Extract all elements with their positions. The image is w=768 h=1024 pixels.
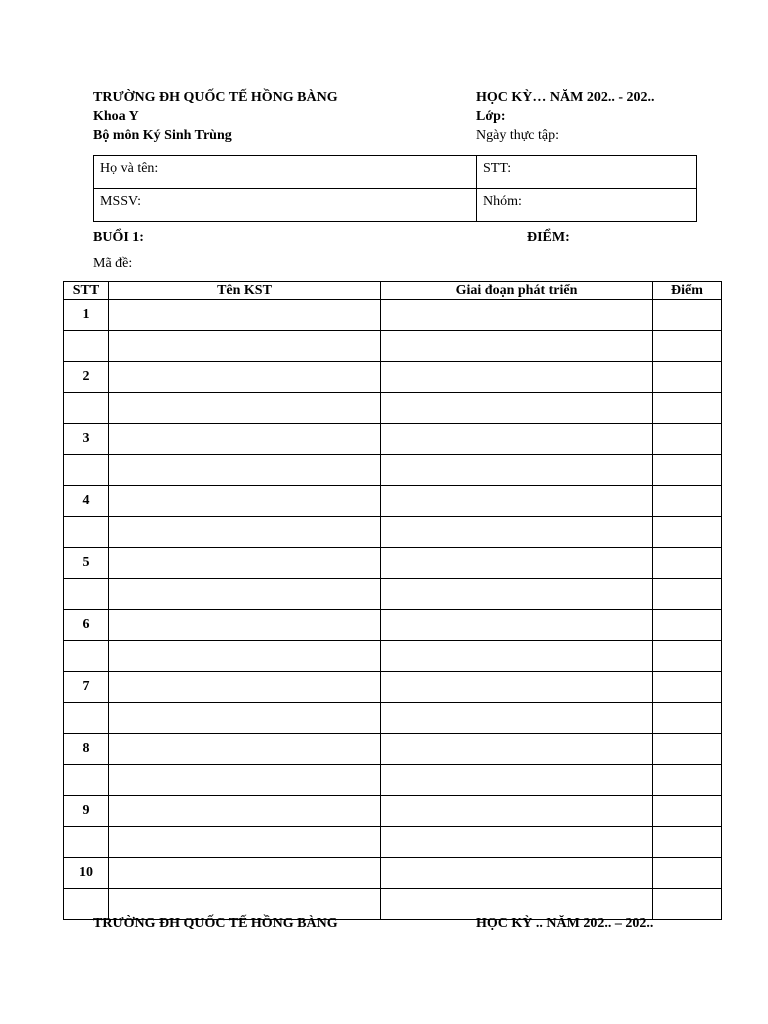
semester-label: HỌC KỲ… NĂM 202.. - 202.. (476, 90, 655, 105)
table-row (64, 796, 722, 827)
column-header-parasite-name: Tên KST (109, 282, 381, 300)
development-stage-cell[interactable] (381, 734, 653, 765)
stt-cell (64, 889, 109, 920)
score-cell[interactable] (653, 827, 722, 858)
parasite-name-cell[interactable] (109, 579, 381, 610)
parasite-name-cell[interactable] (109, 641, 381, 672)
table-row (64, 641, 722, 672)
grading-table (63, 281, 722, 920)
development-stage-cell[interactable] (381, 796, 653, 827)
stt-cell: 1 (64, 300, 109, 331)
header-left (93, 88, 338, 145)
score-cell[interactable] (653, 796, 722, 827)
column-header-development-stage: Giai đoạn phát triển (381, 282, 653, 300)
development-stage-cell[interactable] (381, 393, 653, 424)
parasite-name-cell[interactable] (109, 424, 381, 455)
score-cell[interactable] (653, 300, 722, 331)
development-stage-cell[interactable] (381, 300, 653, 331)
column-header-score: Điểm (653, 282, 722, 300)
parasite-name-cell[interactable] (109, 796, 381, 827)
stt-cell: 10 (64, 858, 109, 889)
table-row (64, 889, 722, 920)
column-header-stt: STT (64, 282, 109, 300)
parasite-name-cell[interactable] (109, 765, 381, 796)
student-info-table (93, 155, 697, 222)
development-stage-cell[interactable] (381, 424, 653, 455)
stt-cell: 7 (64, 672, 109, 703)
development-stage-cell[interactable] (381, 827, 653, 858)
score-cell[interactable] (653, 703, 722, 734)
table-row (64, 331, 722, 362)
parasite-name-cell[interactable] (109, 331, 381, 362)
table-row (64, 548, 722, 579)
development-stage-cell[interactable] (381, 548, 653, 579)
table-row (64, 703, 722, 734)
table-row (64, 765, 722, 796)
class-label: Lớp: (476, 109, 506, 124)
development-stage-cell[interactable] (381, 610, 653, 641)
table-row (64, 517, 722, 548)
table-row (64, 734, 722, 765)
development-stage-cell[interactable] (381, 486, 653, 517)
parasite-name-cell[interactable] (109, 517, 381, 548)
stt-cell (64, 579, 109, 610)
table-row (64, 858, 722, 889)
score-cell[interactable] (653, 486, 722, 517)
parasite-name-cell[interactable] (109, 734, 381, 765)
development-stage-cell[interactable] (381, 579, 653, 610)
stt-field[interactable]: STT: (477, 156, 697, 189)
table-row (64, 827, 722, 858)
development-stage-cell[interactable] (381, 703, 653, 734)
parasite-name-cell[interactable] (109, 703, 381, 734)
table-row (64, 393, 722, 424)
table-row (64, 486, 722, 517)
parasite-name-cell[interactable] (109, 889, 381, 920)
parasite-name-cell[interactable] (109, 486, 381, 517)
parasite-name-cell[interactable] (109, 455, 381, 486)
stt-cell: 8 (64, 734, 109, 765)
table-row (64, 362, 722, 393)
stt-cell: 2 (64, 362, 109, 393)
score-cell[interactable] (653, 610, 722, 641)
score-cell[interactable] (653, 331, 722, 362)
development-stage-cell[interactable] (381, 362, 653, 393)
score-cell[interactable] (653, 858, 722, 889)
score-cell[interactable] (653, 672, 722, 703)
name-field[interactable]: Họ và tên: (94, 156, 477, 189)
development-stage-cell[interactable] (381, 641, 653, 672)
score-cell[interactable] (653, 517, 722, 548)
score-cell[interactable] (653, 548, 722, 579)
stt-cell: 4 (64, 486, 109, 517)
development-stage-cell[interactable] (381, 455, 653, 486)
parasite-name-cell[interactable] (109, 672, 381, 703)
footer-semester-label: HỌC KỲ .. NĂM 202.. – 202.. (476, 916, 654, 931)
stt-cell (64, 703, 109, 734)
header-right (476, 88, 655, 145)
exam-code-label: Mã đề: (93, 256, 133, 271)
score-cell[interactable] (653, 734, 722, 765)
development-stage-cell[interactable] (381, 331, 653, 362)
stt-cell (64, 765, 109, 796)
table-row (64, 610, 722, 641)
table-row (64, 300, 722, 331)
table-row (64, 579, 722, 610)
score-cell[interactable] (653, 393, 722, 424)
department-name: Bộ môn Ký Sinh Trùng (93, 128, 232, 143)
parasite-name-cell[interactable] (109, 362, 381, 393)
development-stage-cell[interactable] (381, 765, 653, 796)
table-row (64, 455, 722, 486)
parasite-name-cell[interactable] (109, 858, 381, 889)
footer-school-name: TRƯỜNG ĐH QUỐC TẾ HỒNG BÀNG (93, 916, 338, 931)
development-stage-cell[interactable] (381, 672, 653, 703)
mssv-field[interactable]: MSSV: (94, 189, 477, 222)
parasite-name-cell[interactable] (109, 300, 381, 331)
parasite-name-cell[interactable] (109, 393, 381, 424)
score-cell[interactable] (653, 579, 722, 610)
faculty-name: Khoa Y (93, 109, 139, 124)
score-cell[interactable] (653, 455, 722, 486)
stt-cell (64, 641, 109, 672)
stt-cell: 9 (64, 796, 109, 827)
stt-cell (64, 331, 109, 362)
stt-cell: 3 (64, 424, 109, 455)
development-stage-cell[interactable] (381, 517, 653, 548)
score-cell[interactable] (653, 362, 722, 393)
group-field[interactable]: Nhóm: (477, 189, 697, 222)
score-label: ĐIỂM: (527, 230, 570, 245)
stt-cell (64, 827, 109, 858)
school-name: TRƯỜNG ĐH QUỐC TẾ HỒNG BÀNG (93, 90, 338, 105)
table-row (64, 424, 722, 455)
development-stage-cell[interactable] (381, 889, 653, 920)
parasite-name-cell[interactable] (109, 827, 381, 858)
score-cell[interactable] (653, 424, 722, 455)
stt-cell: 6 (64, 610, 109, 641)
stt-cell (64, 393, 109, 424)
score-cell[interactable] (653, 889, 722, 920)
grading-table-body (64, 300, 722, 920)
parasite-name-cell[interactable] (109, 548, 381, 579)
table-header-row (64, 282, 722, 300)
session-label: BUỔI 1: (93, 230, 144, 245)
practice-date-label: Ngày thực tập: (476, 128, 560, 143)
score-cell[interactable] (653, 641, 722, 672)
score-cell[interactable] (653, 765, 722, 796)
stt-cell (64, 517, 109, 548)
development-stage-cell[interactable] (381, 858, 653, 889)
parasite-name-cell[interactable] (109, 610, 381, 641)
stt-cell (64, 455, 109, 486)
stt-cell: 5 (64, 548, 109, 579)
table-row (64, 672, 722, 703)
